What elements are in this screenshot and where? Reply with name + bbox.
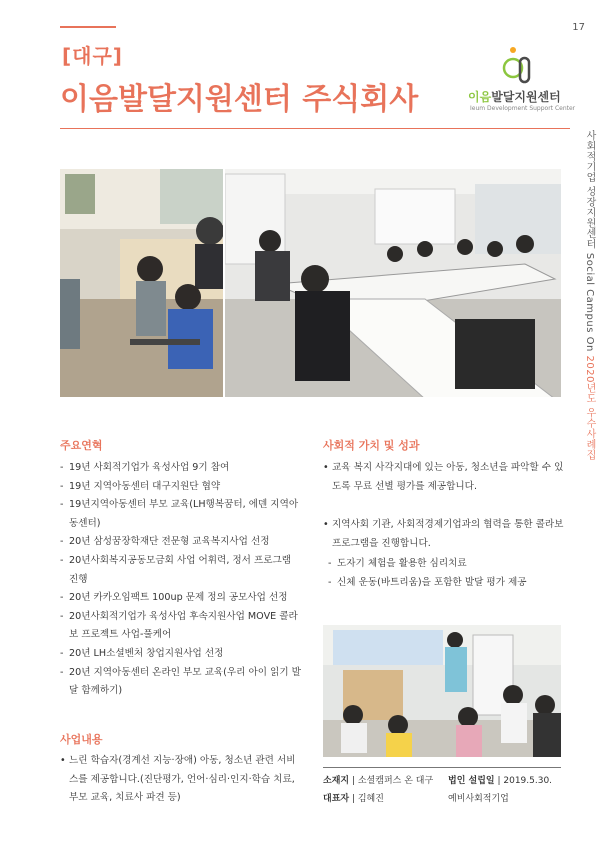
- list-item: - 도자기 체험을 활용한 심리치료: [328, 555, 564, 574]
- logo-mark-icon: [468, 40, 568, 88]
- location-row: 소재지 | 소셜캠퍼스 온 대구: [323, 776, 434, 786]
- title-divider: [60, 128, 570, 129]
- history-list: [60, 459, 302, 701]
- photo-children-tutoring: [60, 169, 223, 397]
- list-item: • 교육 복지 사각지대에 있는 아동, 청소년을 파악할 수 있도록 무료 선별 평가를 제공합니다.: [323, 459, 565, 496]
- list-item: • 느린 학습자(경계선 지능·장애) 아동, 청소년 관련 서비스를 제공합니다.(진단평가, 언어·심리·인지·학습 치료, 부모 교육, 치료사 파견 등): [60, 752, 302, 808]
- region-label: [대구]: [62, 44, 123, 68]
- list-item: - 20년 카카오임팩트 100up 문제 정의 공모사업 선정: [60, 589, 302, 608]
- ceo-row: 대표자 | 김혜진: [323, 794, 384, 804]
- values-bullet-1: [323, 459, 565, 496]
- company-logo: [468, 40, 576, 120]
- list-item: - 19년지역아동센터 부모 교육(LH행복꿈터, 에덴 지역아동센터): [60, 496, 302, 533]
- business-title: 사업내용: [60, 733, 103, 746]
- status-row: 예비사회적기업: [448, 794, 509, 804]
- values-title: 사회적 가치 및 성과: [323, 439, 420, 452]
- list-item: - 20년 LH소셜벤처 창업지원사업 선정: [60, 645, 302, 664]
- list-item: - 20년 삼성꿈장학재단 전문형 교육복지사업 선정: [60, 533, 302, 552]
- founded-row: 법인 설립일 | 2019.5.30.: [448, 776, 553, 786]
- values-bullet-2: [323, 516, 565, 553]
- list-item: - 20년사회복지공동모금회 사업 어휘력, 정서 프로그램 진행: [60, 552, 302, 589]
- info-divider: [323, 767, 561, 768]
- list-item: - 신체 운동(바트리움)을 포함한 발달 평가 제공: [328, 574, 564, 593]
- page-title: 이음발달지원센터 주식회사: [60, 82, 419, 117]
- values-sub-list: [328, 555, 564, 592]
- list-item: • 지역사회 기관, 사회적경제기업과의 협력을 통한 콜라보 프로그램을 진행합니다.: [323, 516, 565, 553]
- business-list: [60, 752, 302, 808]
- page-number: 17: [572, 22, 585, 33]
- photo-meeting-room: [225, 169, 561, 397]
- list-item: - 19년 사회적기업가 육성사업 9기 참여: [60, 459, 302, 478]
- history-title: 주요연혁: [60, 439, 103, 452]
- list-item: - 20년사회적기업가 육성사업 후속지원사업 MOVE 콜라보 프로젝트 사업-풀케어: [60, 608, 302, 645]
- top-accent-line: [60, 26, 116, 28]
- logo-name: 이음발달지원센터: [468, 90, 561, 104]
- list-item: - 20년 지역아동센터 온라인 부모 교육(우리 아이 읽기 발달 함께하기): [60, 664, 302, 701]
- company-info-right: [448, 772, 566, 808]
- side-publication-text: 사회적기업 성장지원센터 Social Campus On 2020년도 우수사례집: [584, 130, 595, 461]
- photo-classroom-activity: [323, 625, 561, 757]
- list-item: - 19년 지역아동센터 대구지원단 협약: [60, 478, 302, 497]
- logo-english: Ieum Development Support Center: [470, 105, 576, 112]
- company-info-left: [323, 772, 443, 808]
